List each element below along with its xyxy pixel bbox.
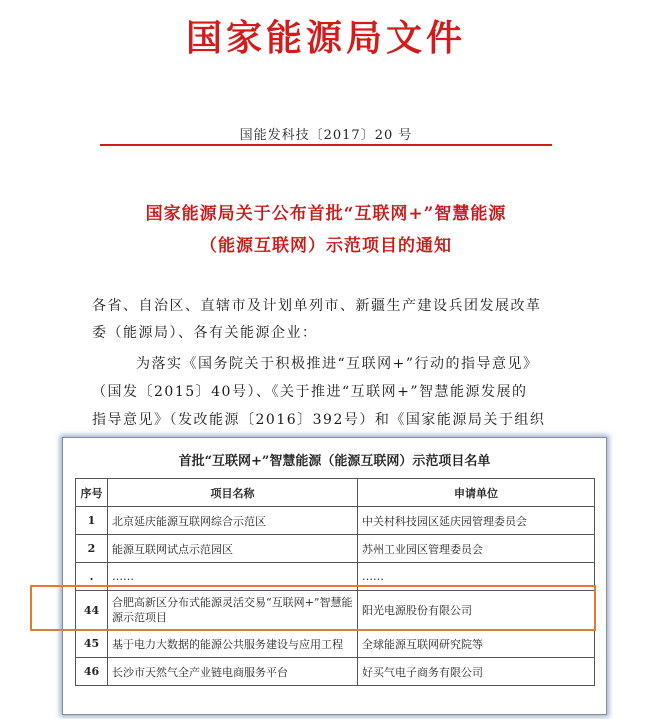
row-seq: 46 (76, 658, 108, 686)
row-seq: 2 (76, 535, 108, 563)
header-seq: 序号 (76, 479, 108, 507)
notice-title-line-2: （能源互联网）示范项目的通知 (200, 236, 452, 256)
row-project: 北京延庆能源互联网综合示范区 (108, 507, 358, 535)
document-number: 国能发科技〔2017〕20 号 (239, 128, 413, 143)
row-applicant: 全球能源互联网研究院等 (358, 630, 595, 658)
row-seq: 1 (76, 507, 108, 535)
document-header-title: 国家能源局文件 (185, 17, 466, 59)
red-divider-line (100, 144, 552, 146)
table-header-row (76, 479, 595, 507)
row-project: 基于电力大数据的能源公共服务建设与应用工程 (108, 630, 358, 658)
row-project: 能源互联网试点示范园区 (108, 535, 358, 563)
project-table (75, 478, 595, 686)
row-project: 合肥高新区分布式能源灵活交易“互联网+”智慧能源示范项目 (108, 591, 358, 630)
table-row (76, 630, 595, 658)
row-applicant: 苏州工业园区管理委员会 (358, 535, 595, 563)
notice-title-line-1: 国家能源局关于公布首批“互联网+”智慧能源 (145, 204, 507, 224)
table-title: 首批“互联网+”智慧能源（能源互联网）示范项目名单 (178, 454, 491, 469)
body-line-4: （国发〔2015〕40号）、《关于推进“互联网+”智慧能源发展的 (92, 384, 528, 400)
row-applicant: 中关村科技园区延庆园管理委员会 (358, 507, 595, 535)
row-seq: 44 (76, 591, 108, 630)
body-line-2: 委（能源局）、各有关能源企业： (92, 325, 318, 341)
header-project: 项目名称 (108, 479, 358, 507)
table-row (76, 658, 595, 686)
row-applicant: 阳光电源股份有限公司 (358, 591, 595, 630)
body-line-1: 各省、自治区、直辖市及计划单列市、新疆生产建设兵团发展改革 (92, 298, 542, 314)
table-row (76, 535, 595, 563)
table-row (76, 563, 595, 591)
row-seq: 45 (76, 630, 108, 658)
table-row-highlighted (76, 591, 595, 630)
row-applicant: 好买气电子商务有限公司 (358, 658, 595, 686)
body-line-5: 指导意见》（发改能源〔2016〕392号）和《国家能源局关于组织 (92, 412, 546, 428)
header-applicant: 申请单位 (358, 479, 595, 507)
project-list-panel (62, 437, 607, 715)
body-line-3: 为落实《国务院关于积极推进“互联网+”行动的指导意见》 (136, 356, 539, 372)
row-project: 长沙市天然气全产业链电商服务平台 (108, 658, 358, 686)
table-row (76, 507, 595, 535)
row-seq: . (76, 563, 108, 591)
row-applicant: …… (358, 563, 595, 591)
row-project: …… (108, 563, 358, 591)
